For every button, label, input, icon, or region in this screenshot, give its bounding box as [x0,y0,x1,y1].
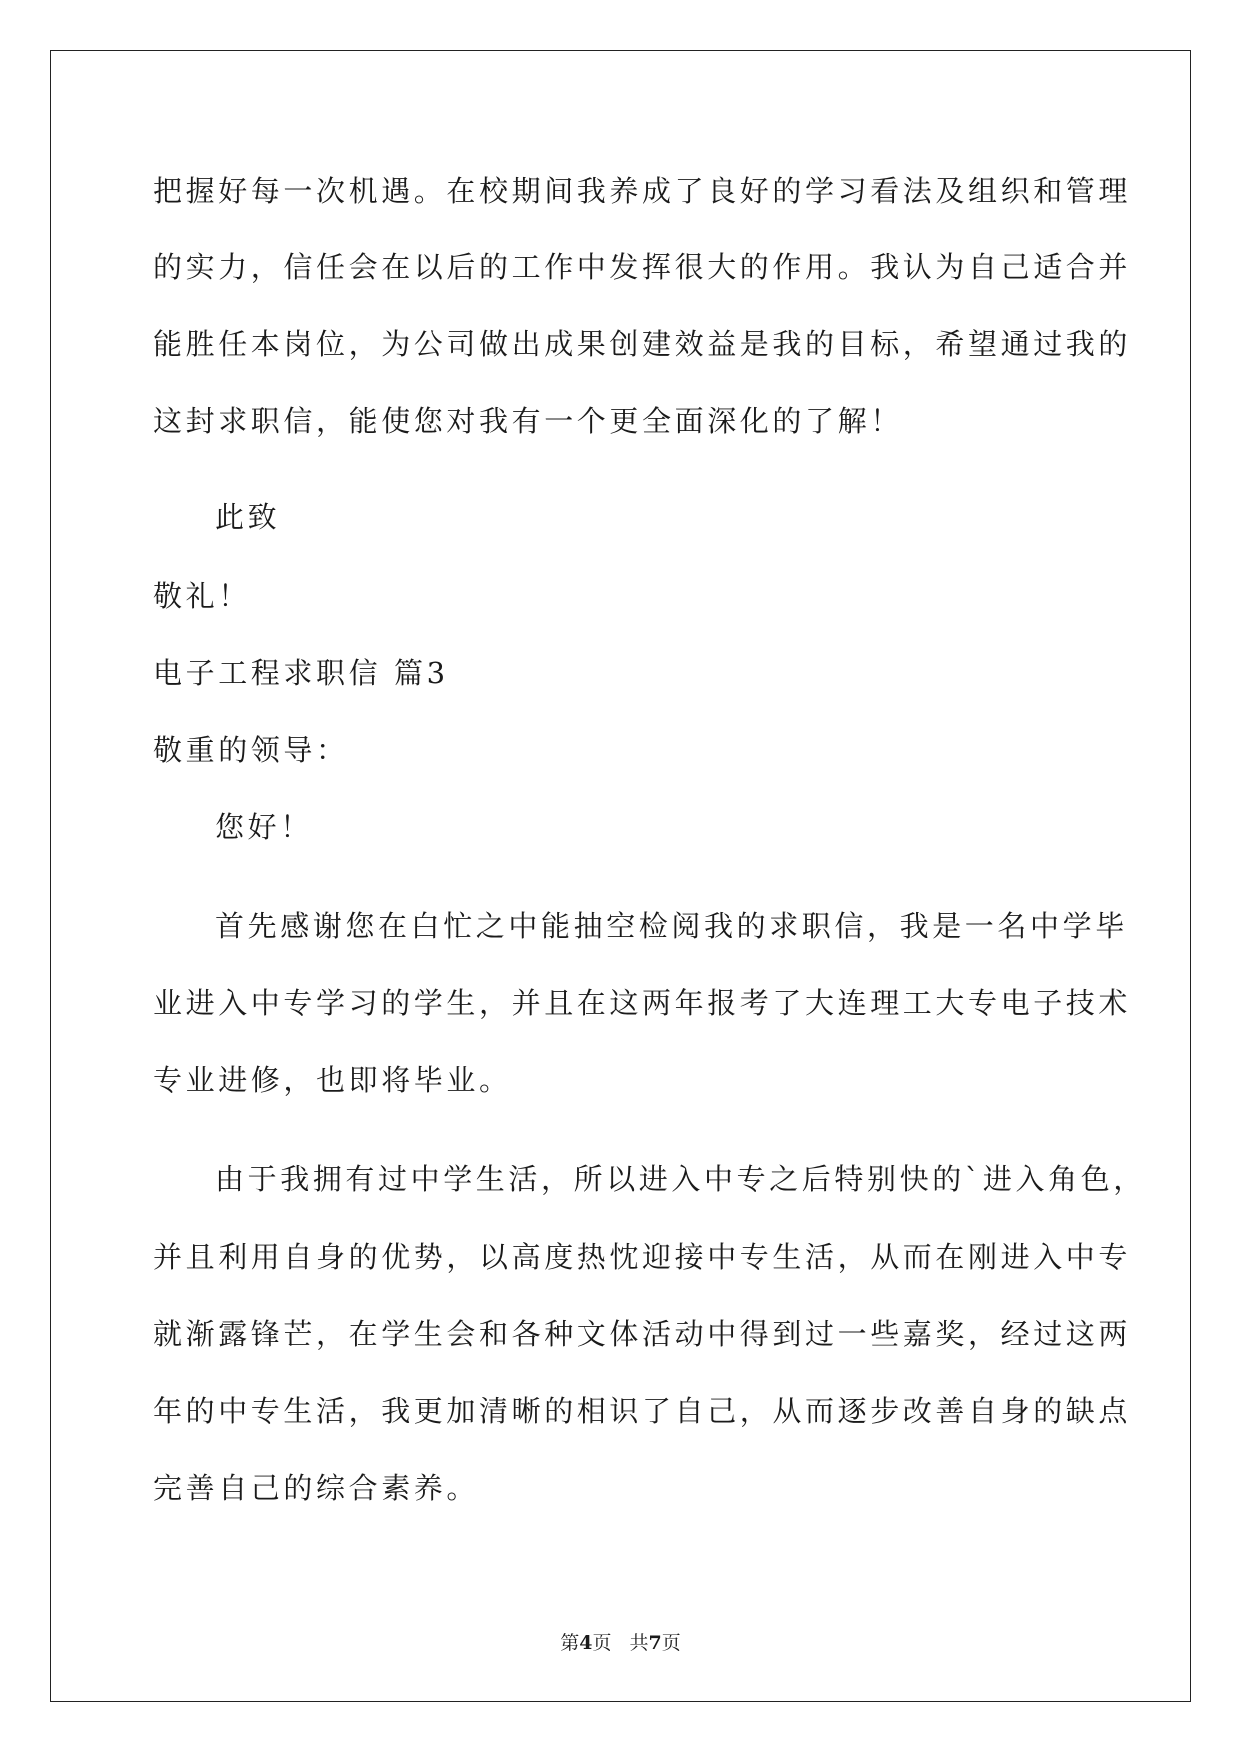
body-line-1: 把握好每一次机遇。在校期间我养成了良好的学习看法及组织和管理 [153,174,1132,208]
closing-salutation: 此致 [215,500,281,534]
letter-salutation: 敬重的领导： [153,733,349,767]
paragraph-2-line-1: 由于我拥有过中学生活，所以进入中专之后特别快的`进入角色， [215,1162,1146,1196]
page-footer [0,1628,1241,1655]
paragraph-1-line-1: 首先感谢您在白忙之中能抽空检阅我的求职信，我是一名中学毕 [215,909,1128,943]
footer-total-unit: 页 [661,1632,681,1654]
paragraph-2-line-5: 完善自己的综合素养。 [153,1471,480,1505]
paragraph-1-line-2: 业进入中专学习的学生，并且在这两年报考了大连理工大专电子技术 [153,986,1132,1020]
body-line-4: 这封求职信，能使您对我有一个更全面深化的了解！ [153,404,903,438]
body-line-3: 能胜任本岗位，为公司做出成果创建效益是我的目标，希望通过我的 [153,327,1132,361]
total-pages-number: 7 [648,1632,662,1654]
paragraph-2-line-3: 就渐露锋芒，在学生会和各种文体活动中得到过一些嘉奖，经过这两 [153,1317,1132,1351]
footer-total-prefix: 共 [629,1632,649,1654]
page-border [50,50,1191,1702]
paragraph-1-line-3: 专业进修，也即将毕业。 [153,1063,512,1097]
greeting: 您好！ [215,810,313,844]
paragraph-2-line-4: 年的中专生活，我更加清晰的相识了自己，从而逐步改善自身的缺点 [153,1394,1132,1428]
body-line-2: 的实力，信任会在以后的工作中发挥很大的作用。我认为自己适合并 [153,250,1132,284]
section-heading: 电子工程求职信 篇3 [153,656,449,690]
footer-prefix: 第 [560,1632,580,1654]
closing-regards: 敬礼！ [153,579,251,613]
footer-page-unit: 页 [592,1632,612,1654]
current-page-number: 4 [579,1632,593,1654]
paragraph-2-line-2: 并且利用自身的优势，以高度热忱迎接中专生活，从而在刚进入中专 [153,1240,1132,1274]
